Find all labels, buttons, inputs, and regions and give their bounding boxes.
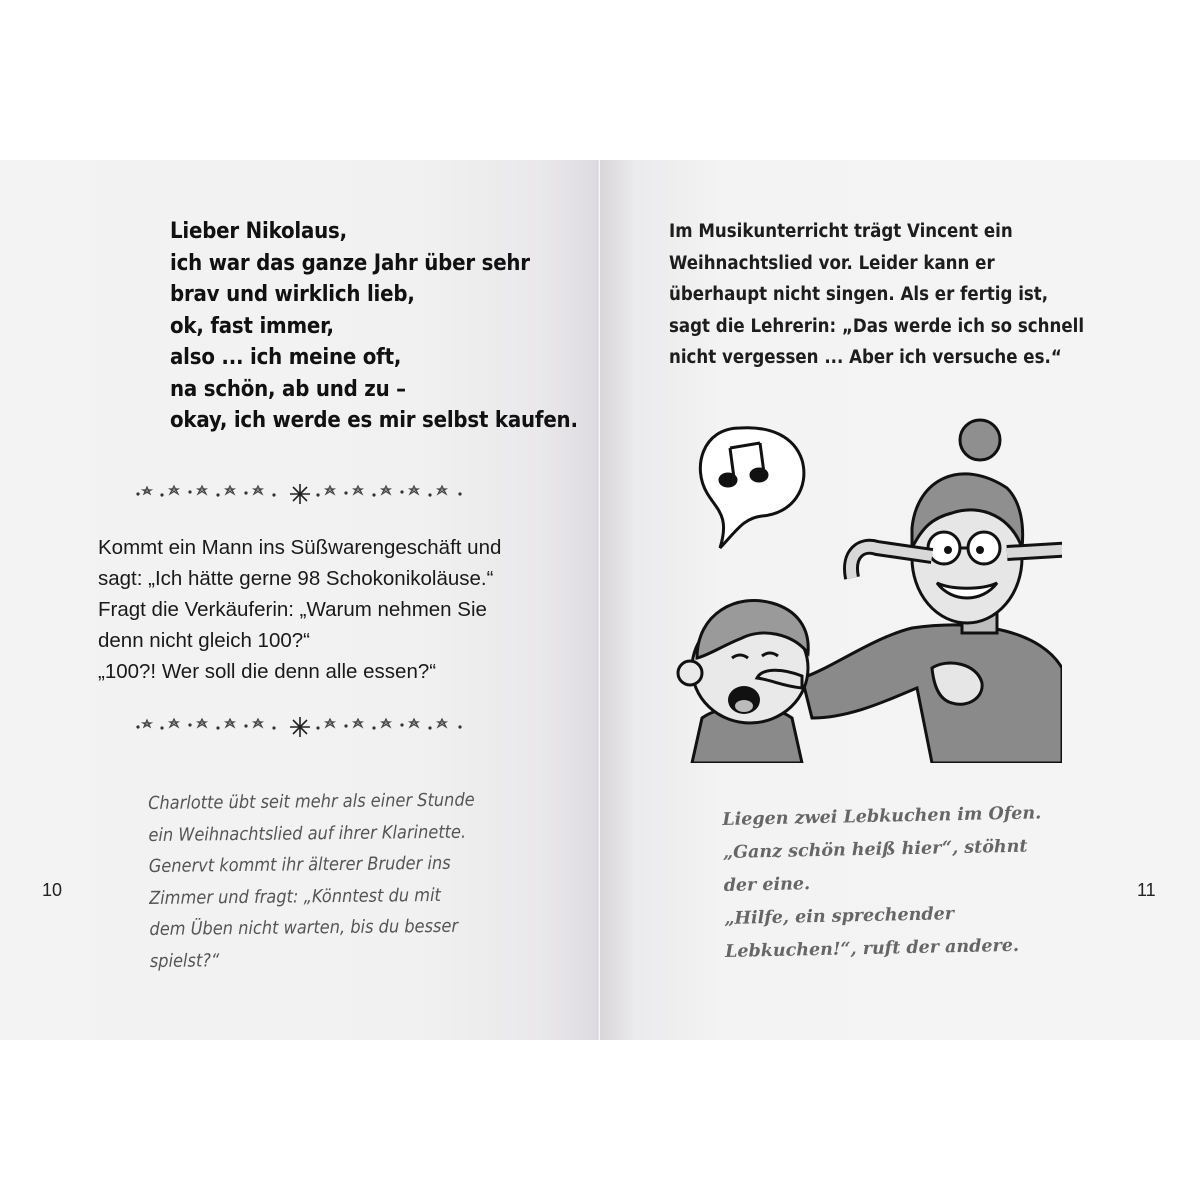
teacher-and-boy-illustration	[662, 418, 1062, 763]
star-icon	[254, 719, 262, 727]
joke-line: dem Üben nicht warten, bis du besser	[149, 915, 459, 940]
joke-music-lesson	[669, 216, 1084, 374]
joke-gingerbread	[722, 797, 1044, 969]
snowflake-icon	[290, 717, 310, 737]
joke-line: „Hilfe, ein sprechender	[724, 904, 955, 929]
star-icon	[170, 719, 178, 727]
star-icon	[143, 487, 151, 494]
star-icon	[226, 486, 234, 494]
star-icon	[326, 719, 334, 727]
joke-line: Charlotte übt seit mehr als einer Stunde	[148, 789, 475, 814]
poem-line: brav und wirklich lieb,	[170, 282, 415, 307]
star-icon	[143, 720, 151, 727]
star-icon	[198, 486, 206, 494]
star-divider	[130, 483, 470, 505]
book-spread	[0, 160, 1200, 1040]
star-icon	[410, 486, 418, 494]
poem-line: also ... ich meine oft,	[170, 345, 402, 370]
snowflake-icon	[290, 484, 310, 504]
joke-line: Lebkuchen!“, ruft der andere.	[724, 935, 1020, 962]
joke-line: sagt die Lehrerin: „Das werde ich so schnell	[669, 315, 1085, 337]
star-icon	[198, 719, 206, 727]
poem-line: ich war das ganze Jahr über sehr	[170, 250, 530, 276]
poem-nikolaus	[170, 216, 578, 437]
joke-line: Fragt die Verkäuferin: „Warum nehmen Sie	[98, 598, 487, 621]
star-icon	[326, 486, 334, 494]
joke-line: Liegen zwei Lebkuchen im Ofen.	[722, 803, 1042, 830]
joke-line: Zimmer und fragt: „Könntest du mit	[149, 884, 441, 909]
joke-clarinet	[148, 785, 476, 977]
joke-line: spielst?“	[149, 949, 220, 972]
joke-line: Im Musikunterricht trägt Vincent ein	[669, 221, 1013, 242]
star-icon	[170, 486, 178, 494]
joke-line: der eine.	[723, 874, 811, 896]
star-icon	[438, 719, 446, 727]
poem-line: na schön, ab und zu –	[170, 376, 406, 402]
star-icon	[354, 486, 362, 494]
joke-line: überhaupt nicht singen. Als er fertig ist,	[669, 284, 1049, 305]
left-page	[0, 160, 600, 1040]
joke-line: „100?! Wer soll die denn alle essen?“	[98, 660, 437, 683]
joke-line: „Ganz schön heiß hier“, stöhnt	[722, 836, 1028, 863]
joke-line: Weihnachtslied vor. Leider kann er	[669, 252, 995, 274]
page-number-right: 11	[1137, 880, 1156, 900]
joke-line: ein Weihnachtslied auf ihrer Klarinette.	[148, 821, 467, 846]
star-icon	[410, 719, 418, 727]
joke-line: denn nicht gleich 100?“	[98, 629, 310, 652]
star-divider	[130, 716, 470, 738]
poem-line: Lieber Nikolaus,	[170, 219, 347, 244]
star-icon	[438, 486, 446, 494]
joke-line: Genervt kommt ihr älterer Bruder ins	[148, 852, 451, 877]
hair-bun	[960, 420, 1000, 460]
star-icon	[354, 719, 362, 727]
star-icon	[226, 719, 234, 727]
star-icon	[382, 719, 390, 727]
joke-line: Kommt ein Mann ins Süßwarengeschäft und	[98, 536, 502, 559]
page-number-left: 10	[42, 880, 63, 900]
star-icon	[382, 486, 390, 494]
star-icon	[254, 486, 262, 494]
poem-line: okay, ich werde es mir selbst kaufen.	[170, 408, 578, 433]
teacher-body	[802, 625, 1062, 763]
poem-line: ok, fast immer,	[170, 313, 334, 339]
joke-line: sagt: „Ich hätte gerne 98 Schokonikoläuse.“	[98, 567, 494, 590]
joke-line: nicht vergessen ... Aber ich versuche es.“	[669, 347, 1062, 368]
joke-sweet-shop	[98, 532, 501, 687]
